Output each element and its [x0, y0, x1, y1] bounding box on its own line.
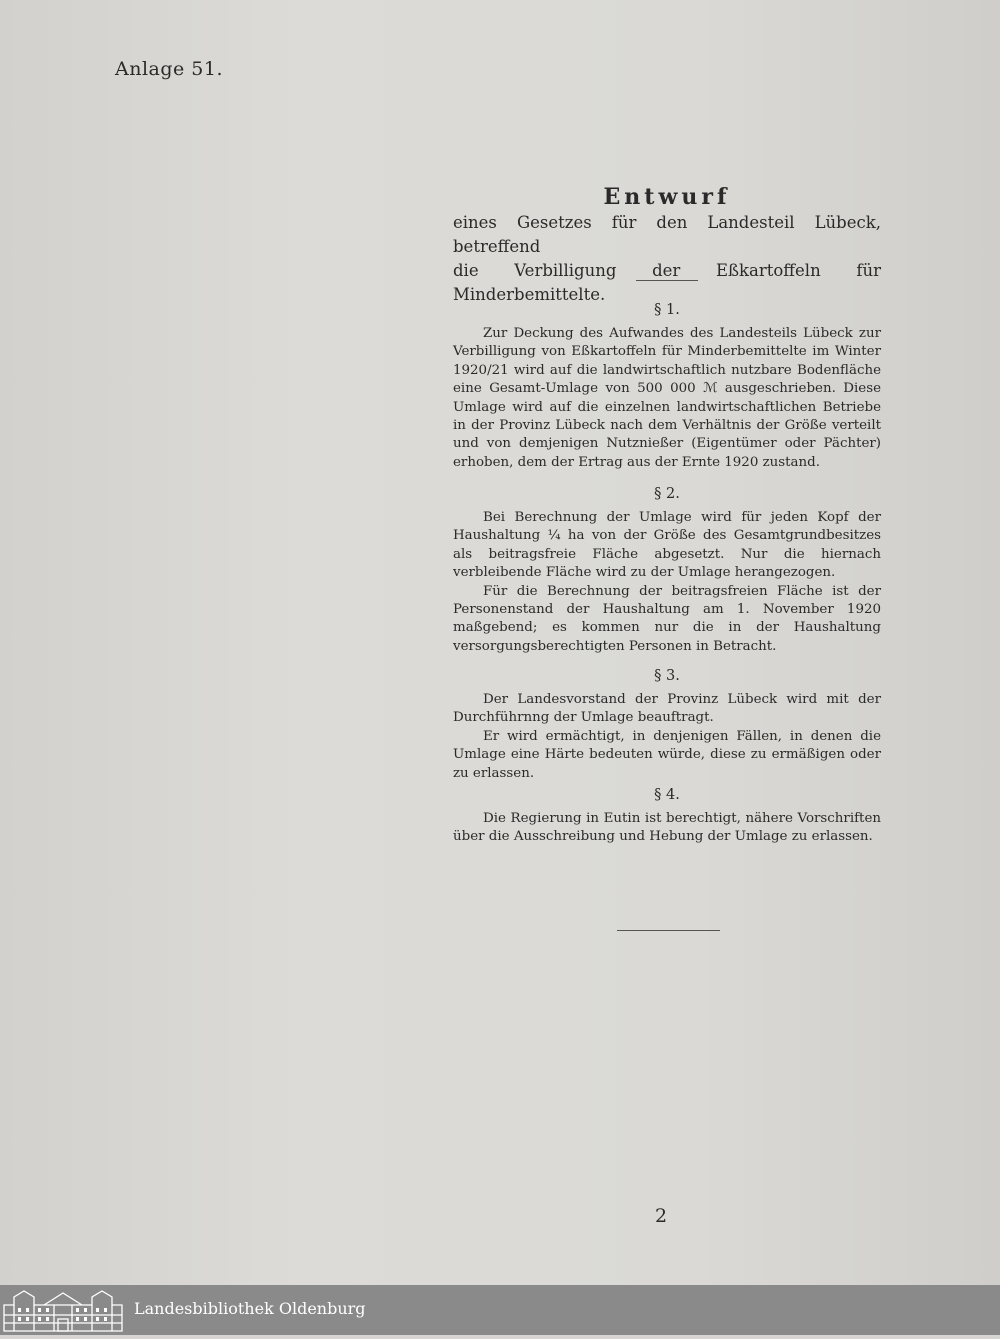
section-1-heading: § 1.	[654, 302, 680, 318]
section-3-heading: § 3.	[654, 668, 680, 684]
section-1-paragraph-1: Zur Deckung des Aufwandes des Landesteils Lübeck zur Verbilligung von Eßkartoffeln für Minderbemittelte im Winter 1920/21 wird auf die landwirtschaftlich nutzbare Bodenfläche eine Gesamt-Umlage von 500 000 ℳ ausgeschrieben. Diese Umlage wird auf die einzelnen landwirtschaftlichen Betriebe in der Provinz Lübeck nach dem Verhältnis der Größe verteilt und von demjenigen Nutznießer (Eigentümer oder Pächter) erhoben, dem der Ertrag aus der Ernte 1920 zustand.	[453, 326, 881, 470]
end-divider	[617, 930, 720, 931]
section-1-body	[453, 325, 881, 472]
library-name: Landesbibliothek Oldenburg	[134, 1299, 366, 1318]
section-4-paragraph-1: Die Regierung in Eutin ist berechtigt, nähere Vorschriften über die Ausschreibung und Hebung der Umlage zu erlassen.	[453, 811, 881, 845]
section-4-body	[453, 810, 881, 847]
section-2-heading: § 2.	[654, 486, 680, 502]
title-divider	[636, 280, 698, 281]
section-3-paragraph-1: Der Landesvorstand der Provinz Lübeck wird mit der Durchführnng der Umlage beauftragt.	[453, 692, 881, 726]
document-title: Entwurf	[603, 184, 731, 210]
section-3-body	[453, 691, 881, 783]
annex-label: Anlage 51.	[115, 58, 224, 80]
section-4-heading: § 4.	[654, 787, 680, 803]
section-2-paragraph-1: Bei Berechnung der Umlage wird für jeden Kopf der Haushaltung ¼ ha von der Größe des Gesamtgrundbesitzes als beitragsfreie Fläche abgesetzt. Nur die hiernach verbleibende Fläche wird zu der Umlage herangezogen.	[453, 510, 881, 581]
section-2-body	[453, 509, 881, 656]
library-building-icon	[0, 1285, 126, 1335]
section-3-paragraph-2: Er wird ermächtigt, in denjenigen Fällen, in denen die Umlage eine Härte bedeuten würde, diese zu ermäßigen oder zu erlassen.	[453, 728, 881, 781]
page-number: 2	[655, 1205, 668, 1227]
document-subtitle	[453, 211, 881, 307]
footer-bar	[0, 1285, 1000, 1335]
section-2-paragraph-2: Für die Berechnung der beitragsfreien Fläche ist der Personenstand der Haushaltung am 1. November 1920 maßgebend; es kommen nur die in der Haushaltung versorgungsberechtigten Personen in Betracht.	[453, 583, 881, 654]
subtitle-line-2: die Verbilligung der Eßkartoffeln für Minderbemittelte.	[453, 261, 881, 304]
subtitle-line-1: eines Gesetzes für den Landesteil Lübeck, betreffend	[453, 213, 881, 256]
